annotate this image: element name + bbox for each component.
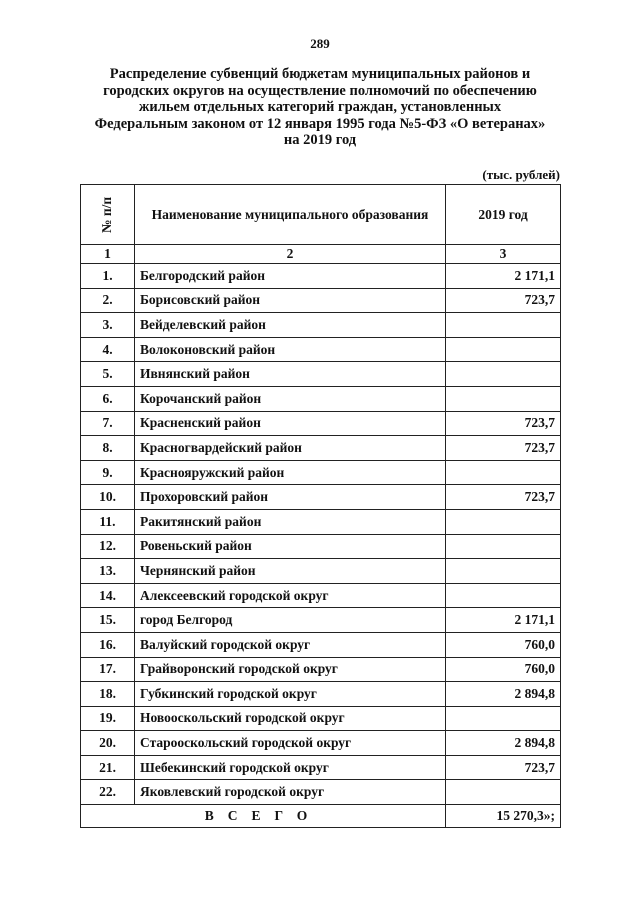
row-number: 14.	[81, 583, 135, 608]
row-name: Валуйский городской округ	[135, 632, 446, 657]
row-number: 8.	[81, 436, 135, 461]
title-line: жильем отдельных категорий граждан, установленных	[138, 99, 502, 115]
table-header-row	[81, 185, 561, 245]
row-value: 760,0	[446, 657, 561, 682]
row-number: 1.	[81, 264, 135, 289]
column-index: 2	[135, 245, 446, 264]
row-value: 2 894,8	[446, 682, 561, 707]
row-value: 2 894,8	[446, 731, 561, 756]
row-number: 19.	[81, 706, 135, 731]
table-row	[81, 288, 561, 313]
table-row	[81, 386, 561, 411]
row-number: 6.	[81, 386, 135, 411]
row-value: 723,7	[446, 288, 561, 313]
row-value	[446, 386, 561, 411]
table-row	[81, 755, 561, 780]
row-name: Белгородский район	[135, 264, 446, 289]
row-value: 2 171,1	[446, 264, 561, 289]
row-value	[446, 460, 561, 485]
table-row	[81, 337, 561, 362]
row-name: Чернянский район	[135, 559, 446, 584]
table-row	[81, 731, 561, 756]
row-number: 9.	[81, 460, 135, 485]
header-name: Наименование муниципального образования	[135, 185, 446, 245]
title-line: на 2019 год	[283, 132, 357, 148]
page-number: 289	[310, 36, 330, 51]
row-name: Новооскольский городской округ	[135, 706, 446, 731]
row-value: 723,7	[446, 411, 561, 436]
row-value	[446, 780, 561, 805]
title-line: Распределение субвенций бюджетам муниципальных районов и	[109, 66, 531, 82]
table-row	[81, 780, 561, 805]
table-row	[81, 706, 561, 731]
table-row	[81, 632, 561, 657]
table-row	[81, 362, 561, 387]
table-row	[81, 657, 561, 682]
table-body	[81, 264, 561, 805]
row-name: Краснояружский район	[135, 460, 446, 485]
table-row	[81, 509, 561, 534]
row-value: 2 171,1	[446, 608, 561, 633]
table-row	[81, 485, 561, 510]
row-name: Грайворонский городской округ	[135, 657, 446, 682]
column-index-row	[81, 245, 561, 264]
row-number: 18.	[81, 682, 135, 707]
row-value	[446, 509, 561, 534]
unit-label: (тыс. рублей)	[482, 167, 560, 182]
table-row	[81, 682, 561, 707]
row-name: город Белгород	[135, 608, 446, 633]
row-value: 723,7	[446, 485, 561, 510]
row-value: 723,7	[446, 755, 561, 780]
row-name: Алексеевский городской округ	[135, 583, 446, 608]
row-number: 12.	[81, 534, 135, 559]
row-name: Ровеньский район	[135, 534, 446, 559]
row-value	[446, 583, 561, 608]
row-name: Красненский район	[135, 411, 446, 436]
row-name: Волоконовский район	[135, 337, 446, 362]
row-name: Яковлевский городской округ	[135, 780, 446, 805]
row-number: 15.	[81, 608, 135, 633]
row-name: Губкинский городской округ	[135, 682, 446, 707]
row-name: Борисовский район	[135, 288, 446, 313]
row-value	[446, 559, 561, 584]
table-row	[81, 608, 561, 633]
table-row	[81, 559, 561, 584]
row-value: 723,7	[446, 436, 561, 461]
row-number: 16.	[81, 632, 135, 657]
row-number: 3.	[81, 313, 135, 338]
row-value	[446, 534, 561, 559]
row-name: Шебекинский городской округ	[135, 755, 446, 780]
row-name: Ивнянский район	[135, 362, 446, 387]
table-row	[81, 583, 561, 608]
row-number: 20.	[81, 731, 135, 756]
row-name: Ракитянский район	[135, 509, 446, 534]
document-title	[60, 66, 580, 149]
total-row	[81, 805, 561, 828]
header-value: 2019 год	[446, 185, 561, 245]
row-number: 22.	[81, 780, 135, 805]
row-number: 17.	[81, 657, 135, 682]
row-name: Корочанский район	[135, 386, 446, 411]
row-value	[446, 362, 561, 387]
row-value	[446, 337, 561, 362]
table-row	[81, 411, 561, 436]
title-line: городских округов на осуществление полномочий по обеспечению	[103, 82, 537, 99]
header-number-label: № п/п	[99, 196, 115, 233]
table-row	[81, 313, 561, 338]
table-row	[81, 460, 561, 485]
total-label: ВСЕГО	[81, 805, 446, 828]
row-number: 2.	[81, 288, 135, 313]
row-name: Старооскольский городской округ	[135, 731, 446, 756]
row-number: 10.	[81, 485, 135, 510]
row-value	[446, 706, 561, 731]
row-number: 7.	[81, 411, 135, 436]
row-number: 11.	[81, 509, 135, 534]
title-line: Федеральным законом от 12 января 1995 года №5-ФЗ «О ветеранах»	[94, 115, 546, 132]
table-row	[81, 264, 561, 289]
row-name: Вейделевский район	[135, 313, 446, 338]
total-value: 15 270,3»;	[446, 805, 561, 828]
column-index: 1	[81, 245, 135, 264]
row-number: 21.	[81, 755, 135, 780]
table-row	[81, 534, 561, 559]
column-index: 3	[446, 245, 561, 264]
table-row	[81, 436, 561, 461]
row-number: 5.	[81, 362, 135, 387]
row-number: 4.	[81, 337, 135, 362]
row-number: 13.	[81, 559, 135, 584]
subvention-table	[80, 184, 561, 828]
row-value: 760,0	[446, 632, 561, 657]
row-name: Прохоровский район	[135, 485, 446, 510]
row-value	[446, 313, 561, 338]
header-number	[81, 185, 135, 245]
row-name: Красногвардейский район	[135, 436, 446, 461]
